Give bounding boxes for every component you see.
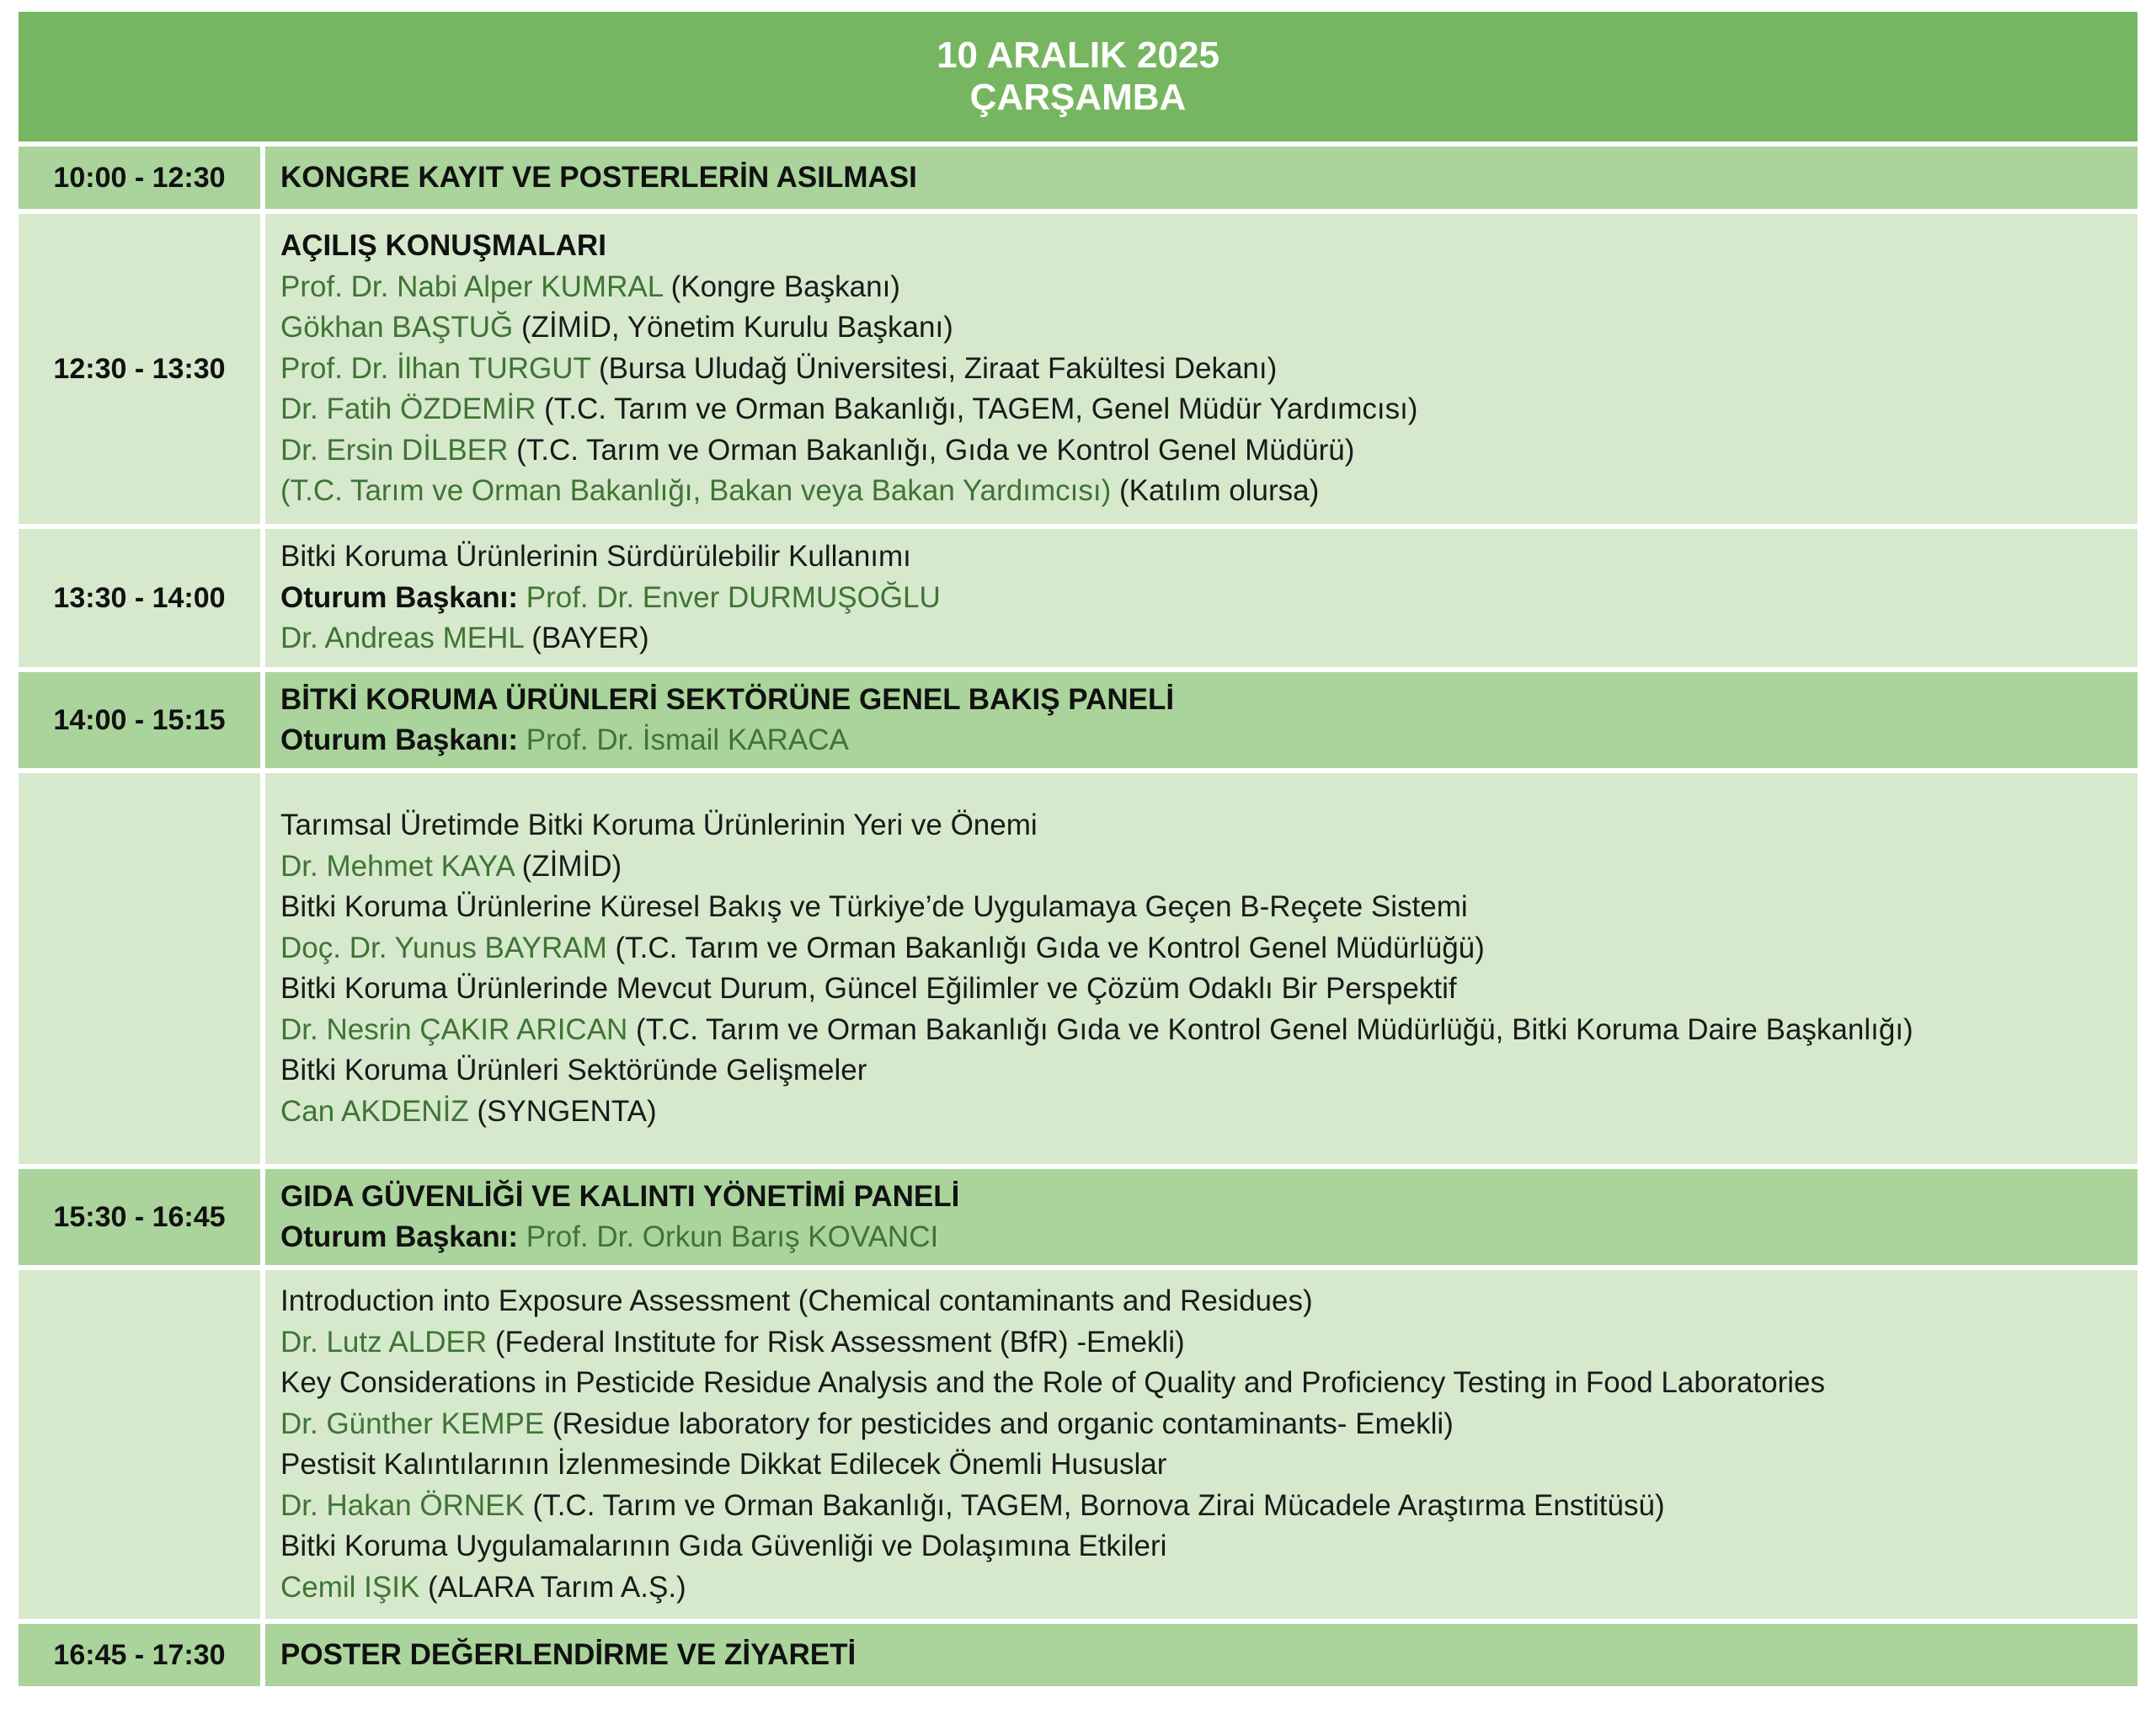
speaker-name: Prof. Dr. Nabi Alper KUMRAL bbox=[280, 270, 663, 303]
speaker-name: Dr. Andreas MEHL bbox=[280, 622, 524, 655]
chair-label: Oturum Başkanı: bbox=[280, 580, 518, 614]
time-cell: 14:00 - 15:15 bbox=[19, 672, 260, 768]
speaker-name: (T.C. Tarım ve Orman Bakanlığı, Bakan veya Bakan Yardımcısı) bbox=[280, 474, 1112, 508]
speaker-line bbox=[280, 1010, 2049, 1051]
speaker-name: Dr. Nesrin ÇAKIR ARICAN bbox=[280, 1012, 628, 1046]
talk-topic: Bitki Koruma Ürünlerinin Sürdürülebilir Kullanımı bbox=[280, 540, 911, 574]
speaker-line bbox=[280, 1567, 2137, 1609]
chair-line bbox=[280, 578, 2137, 619]
chair-line bbox=[280, 720, 2137, 761]
speaker-line bbox=[280, 846, 2137, 888]
speaker-affiliation: (ZİMİD, Yönetim Kurulu Başkanı) bbox=[513, 311, 953, 344]
time-cell: 16:45 - 17:30 bbox=[19, 1624, 260, 1686]
session-title: GIDA GÜVENLİĞİ VE KALINTI YÖNETİMİ PANELİ bbox=[280, 1179, 960, 1213]
speaker-line bbox=[280, 307, 2137, 349]
time-cell bbox=[19, 773, 260, 1164]
speaker-name: Gökhan BAŞTUĞ bbox=[280, 311, 514, 344]
speaker-affiliation: (Residue laboratory for pesticides and organic contaminants- Emekli) bbox=[544, 1407, 1454, 1440]
session-title: POSTER DEĞERLENDİRME VE ZİYARETİ bbox=[280, 1637, 857, 1671]
chair-name: Prof. Dr. Enver DURMUŞOĞLU bbox=[518, 580, 941, 614]
speaker-affiliation: (T.C. Tarım ve Orman Bakanlığı Gıda ve Kontrol Genel Müdürlüğü) bbox=[606, 931, 1485, 964]
session-title: BİTKİ KORUMA ÜRÜNLERİ SEKTÖRÜNE GENEL BAKIŞ PANELİ bbox=[280, 682, 1175, 716]
talk-topic: Introduction into Exposure Assessment (Chemical contaminants and Residues) bbox=[280, 1284, 1313, 1317]
talk-topic: Key Considerations in Pesticide Residue Analysis and the Role of Quality and Proficiency Testing in Food Laboratories bbox=[280, 1366, 1825, 1399]
speaker-affiliation: (T.C. Tarım ve Orman Bakanlığı, TAGEM, Bornova Zirai Mücadele Araştırma Enstitüsü) bbox=[524, 1488, 1665, 1522]
speaker-line bbox=[280, 1404, 2137, 1445]
session-cell bbox=[265, 1624, 2137, 1686]
session-cell bbox=[265, 1270, 2137, 1619]
talk-topic: Bitki Koruma Ürünlerinde Mevcut Durum, Güncel Eğilimler ve Çözüm Odaklı Bir Perspektif bbox=[280, 972, 1457, 1005]
speaker-name: Cemil IŞIK bbox=[280, 1570, 420, 1604]
session-cell bbox=[265, 773, 2137, 1164]
speaker-line bbox=[280, 349, 2137, 390]
speaker-affiliation: (Federal Institute for Risk Assessment (BfR) -Emekli) bbox=[487, 1325, 1185, 1359]
session-title: KONGRE KAYIT VE POSTERLERİN ASILMASI bbox=[280, 160, 917, 194]
speaker-affiliation: (Kongre Başkanı) bbox=[662, 270, 900, 303]
speaker-name: Dr. Ersin DİLBER bbox=[280, 433, 509, 467]
speaker-name: Can AKDENİZ bbox=[280, 1094, 469, 1128]
session-cell bbox=[265, 1169, 2137, 1265]
speaker-affiliation: (T.C. Tarım ve Orman Bakanlığı Gıda ve Kontrol Genel Müdürlüğü, Bitki Koruma Daire Başkanlığı) bbox=[627, 1012, 1913, 1046]
time-cell: 15:30 - 16:45 bbox=[19, 1169, 260, 1265]
speaker-affiliation: (T.C. Tarım ve Orman Bakanlığı, Gıda ve Kontrol Genel Müdürü) bbox=[508, 433, 1355, 467]
speaker-line bbox=[280, 1092, 2137, 1133]
session-title: AÇILIŞ KONUŞMALARI bbox=[280, 229, 606, 263]
speaker-line bbox=[280, 618, 2137, 659]
speaker-affiliation: (T.C. Tarım ve Orman Bakanlığı, TAGEM, Genel Müdür Yardımcısı) bbox=[536, 392, 1418, 426]
speaker-name: Prof. Dr. İlhan TURGUT bbox=[280, 351, 591, 385]
day-header bbox=[19, 12, 2137, 141]
speaker-line bbox=[280, 389, 2137, 430]
speaker-name: Dr. Fatih ÖZDEMİR bbox=[280, 392, 536, 426]
speaker-affiliation: (ZİMİD) bbox=[513, 849, 622, 883]
speaker-affiliation: (Bursa Uludağ Üniversitesi, Ziraat Fakültesi Dekanı) bbox=[590, 351, 1278, 385]
speaker-line bbox=[280, 928, 2137, 969]
chair-name: Prof. Dr. Orkun Barış KOVANCI bbox=[518, 1220, 939, 1253]
speaker-line bbox=[280, 471, 2137, 512]
speaker-name: Dr. Günther KEMPE bbox=[280, 1407, 545, 1440]
time-cell bbox=[19, 1270, 260, 1619]
time-cell: 10:00 - 12:30 bbox=[19, 147, 260, 209]
chair-label: Oturum Başkanı: bbox=[280, 724, 518, 756]
speaker-line bbox=[280, 267, 2137, 308]
time-cell: 12:30 - 13:30 bbox=[19, 214, 260, 524]
speaker-affiliation: (SYNGENTA) bbox=[468, 1094, 657, 1128]
session-cell bbox=[265, 147, 2137, 209]
session-cell bbox=[265, 529, 2137, 667]
speaker-name: Dr. Mehmet KAYA bbox=[280, 849, 514, 883]
speaker-affiliation: (ALARA Tarım A.Ş.) bbox=[419, 1570, 686, 1604]
speaker-affiliation: (Katılım olursa) bbox=[1111, 474, 1320, 508]
speaker-line bbox=[280, 1486, 2137, 1527]
chair-name: Prof. Dr. İsmail KARACA bbox=[518, 724, 849, 756]
speaker-line bbox=[280, 430, 2137, 472]
program-table bbox=[19, 12, 2137, 1696]
talk-topic: Bitki Koruma Ürünlerine Küresel Bakış ve Türkiye’de Uygulamaya Geçen B-Reçete Sistemi bbox=[280, 890, 1468, 923]
talk-topic: Pestisit Kalıntılarının İzlenmesinde Dikkat Edilecek Önemli Hususlar bbox=[280, 1448, 1167, 1481]
header-day: ÇARŞAMBA bbox=[969, 77, 1187, 118]
header-date: 10 ARALIK 2025 bbox=[937, 35, 1219, 76]
session-cell bbox=[265, 672, 2137, 768]
speaker-name: Dr. Hakan ÖRNEK bbox=[280, 1488, 525, 1522]
talk-topic: Bitki Koruma Uygulamalarının Gıda Güvenliği ve Dolaşımına Etkileri bbox=[280, 1530, 1167, 1562]
talk-topic: Tarımsal Üretimde Bitki Koruma Ürünlerinin Yeri ve Önemi bbox=[280, 809, 1038, 841]
speaker-name: Doç. Dr. Yunus BAYRAM bbox=[280, 931, 607, 964]
talk-topic: Bitki Koruma Ürünleri Sektöründe Gelişmeler bbox=[280, 1054, 867, 1087]
speaker-name: Dr. Lutz ALDER bbox=[280, 1325, 488, 1359]
speaker-line bbox=[280, 1322, 2137, 1364]
session-cell bbox=[265, 214, 2137, 524]
time-cell: 13:30 - 14:00 bbox=[19, 529, 260, 667]
chair-line bbox=[280, 1217, 2137, 1258]
chair-label: Oturum Başkanı: bbox=[280, 1220, 518, 1253]
speaker-affiliation: (BAYER) bbox=[523, 622, 649, 655]
